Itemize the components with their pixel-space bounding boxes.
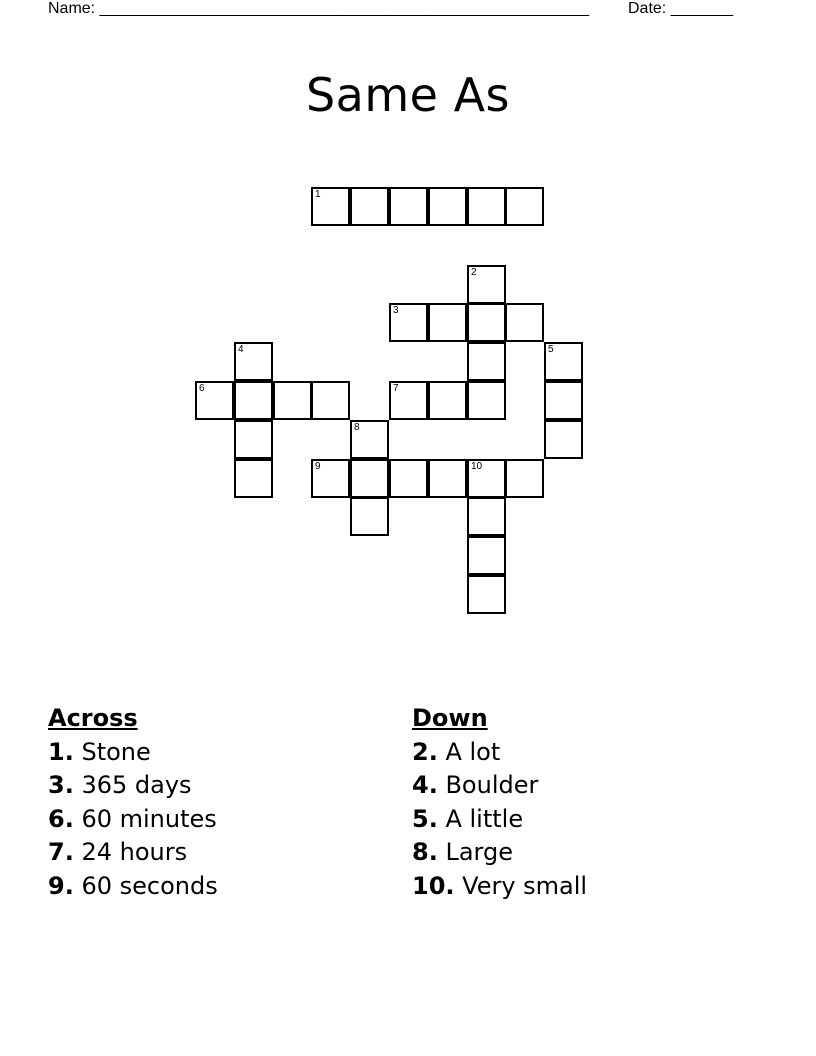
page-title: Same As: [305, 67, 511, 122]
grid-cell[interactable]: [467, 265, 506, 304]
name-field-label: Name: _______________________________________________________: [48, 0, 589, 17]
grid-clue-number: 2: [471, 267, 477, 278]
grid-cell[interactable]: [467, 497, 506, 536]
grid-cell[interactable]: [234, 459, 273, 498]
grid-cell[interactable]: [467, 536, 506, 575]
grid-clue-number: 8: [354, 422, 360, 433]
clue-number: 10.: [412, 871, 455, 900]
clue-number: 3.: [48, 771, 74, 799]
clue-text: A lot: [445, 737, 501, 766]
grid-clue-number: 6: [199, 383, 205, 394]
grid-cell[interactable]: [195, 381, 234, 420]
grid-cell[interactable]: [311, 187, 350, 226]
clue-item: [412, 769, 772, 803]
clue-item: [412, 736, 772, 770]
grid-cell[interactable]: [389, 459, 428, 498]
grid-clue-number: 10: [471, 461, 483, 472]
across-clues: [48, 702, 388, 903]
grid-cell[interactable]: [428, 459, 467, 498]
grid-cell[interactable]: [428, 187, 467, 226]
clue-number: 6.: [48, 804, 74, 833]
grid-cell[interactable]: [350, 420, 389, 459]
grid-cell[interactable]: [428, 381, 467, 420]
clue-item: [48, 836, 388, 870]
down-clues: [412, 702, 772, 903]
grid-cell[interactable]: [389, 187, 428, 226]
clue-item: [48, 769, 388, 803]
clue-text: Large: [445, 838, 513, 866]
clue-text: 60 seconds: [81, 871, 218, 900]
clue-number: 7.: [48, 838, 74, 866]
grid-cell[interactable]: [234, 342, 273, 381]
grid-cell[interactable]: [428, 303, 467, 342]
clue-number: 5.: [412, 804, 438, 833]
grid-clue-number: 5: [548, 344, 554, 355]
grid-cell[interactable]: [505, 459, 544, 498]
date-field-label: Date: _______: [628, 0, 733, 17]
clue-text: Boulder: [445, 771, 539, 799]
grid-cell[interactable]: [350, 459, 389, 498]
grid-clue-number: 3: [393, 305, 399, 316]
across-clue-list: [48, 736, 388, 904]
clue-item: [412, 803, 772, 837]
grid-cell[interactable]: [467, 575, 506, 614]
down-heading: Down: [412, 704, 488, 732]
grid-clue-number: 9: [315, 461, 321, 472]
grid-cell[interactable]: [311, 459, 350, 498]
clue-number: 9.: [48, 871, 74, 900]
grid-cell[interactable]: [389, 303, 428, 342]
grid-clue-number: 4: [238, 344, 244, 355]
clue-text: A little: [445, 804, 524, 833]
across-heading: Across: [48, 704, 138, 732]
grid-cell[interactable]: [467, 187, 506, 226]
clue-text: 365 days: [81, 771, 192, 799]
grid-cell[interactable]: [467, 303, 506, 342]
clue-text: 60 minutes: [81, 804, 217, 833]
down-clue-list: [412, 736, 772, 904]
grid-cell[interactable]: [311, 381, 350, 420]
grid-cell[interactable]: [467, 459, 506, 498]
grid-cell[interactable]: [505, 187, 544, 226]
clue-text: 24 hours: [81, 838, 188, 866]
clue-item: [412, 836, 772, 870]
grid-cell[interactable]: [505, 303, 544, 342]
grid-cell[interactable]: [234, 420, 273, 459]
grid-cell[interactable]: [544, 381, 583, 420]
clue-item: [48, 803, 388, 837]
grid-clue-number: 7: [393, 383, 399, 394]
grid-cell[interactable]: [544, 342, 583, 381]
grid-cell[interactable]: [467, 381, 506, 420]
clue-number: 1.: [48, 737, 74, 766]
clue-item: [412, 870, 772, 904]
clue-number: 2.: [412, 737, 438, 766]
clue-text: Stone: [81, 737, 151, 766]
clue-number: 8.: [412, 838, 438, 866]
grid-cell[interactable]: [389, 381, 428, 420]
grid-cell[interactable]: [350, 187, 389, 226]
clue-item: [48, 870, 388, 904]
grid-cell[interactable]: [544, 420, 583, 459]
clue-item: [48, 736, 388, 770]
grid-clue-number: 1: [315, 189, 321, 200]
clue-number: 4.: [412, 771, 438, 799]
clue-text: Very small: [462, 871, 588, 900]
grid-cell[interactable]: [234, 381, 273, 420]
grid-cell[interactable]: [350, 497, 389, 536]
grid-cell[interactable]: [273, 381, 312, 420]
grid-cell[interactable]: [467, 342, 506, 381]
